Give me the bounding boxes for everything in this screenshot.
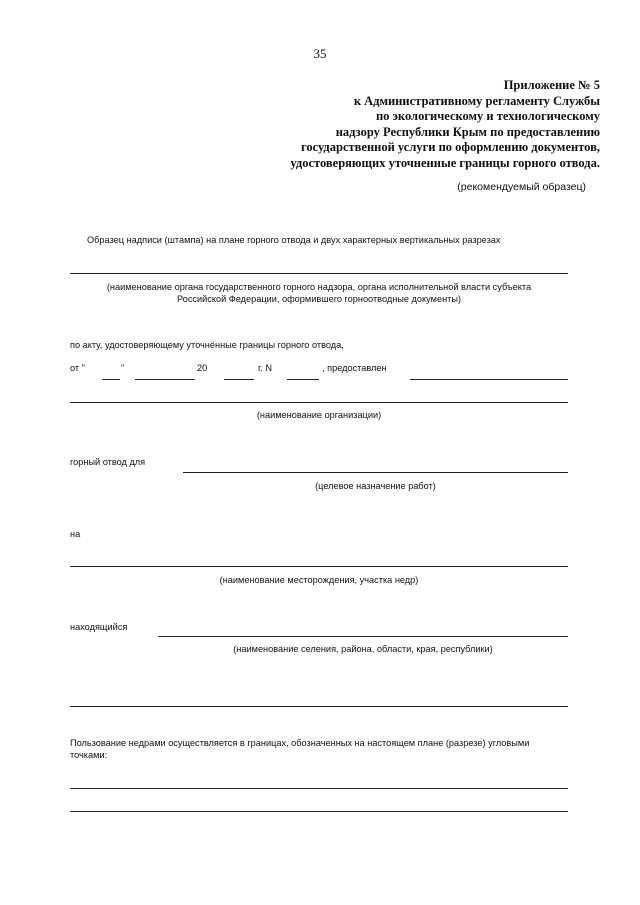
authority-caption-1: (наименование органа государственного горного надзора, органа исполнительной власти субъекта [106,282,532,292]
purpose-line [183,472,568,473]
from-label: от " [70,363,85,373]
location-caption: (наименование селения, района, области, края, республики) [233,644,493,654]
usage-text-line-2: точками: [70,750,108,760]
header-line-5: государственной услуги по оформлению документов, [300,140,600,155]
corner-points-line-1 [70,788,568,789]
month-line [135,379,195,380]
header-line-3: по экологическому и технологическому [375,109,600,124]
purpose-caption: (целевое назначение работ) [315,481,436,491]
provided-label: , предоставлен [322,363,387,373]
corner-points-line-2 [70,811,568,812]
appendix-header [290,78,600,172]
location-line [158,636,568,637]
allotment-label: горный отвод для [70,457,146,467]
day-line [102,379,120,380]
located-label: находящийся [70,622,128,632]
organization-line [70,402,568,403]
provided-to-line [410,379,568,380]
deposit-line [70,566,568,567]
header-line-1: Приложение № 5 [503,78,600,92]
location-continuation-line [70,706,568,707]
organization-caption: (наименование организации) [256,410,382,420]
form-title: Образец надписи (штампа) на плане горного отвода и двух характерных вертикальных разрезах [87,235,501,245]
header-line-4: надзору Республики Крым по предоставлению [335,124,600,139]
sample-note: (рекомендуемый образец) [457,181,586,193]
deposit-caption: (наименование месторождения, участка недр) [219,575,419,585]
on-label: на [70,529,81,539]
quote-close: " [121,363,125,373]
header-line-6: удостоверяющих уточненные границы горного отвода. [290,155,600,170]
usage-text-line-1: Пользование недрами осуществляется в границах, обозначенных на настоящем плане (разрезе) угловыми [70,738,530,748]
authority-line [70,273,568,274]
year-line [224,379,254,380]
number-label: г. N [258,363,272,373]
year-prefix: 20 [197,363,208,373]
act-text: по акту, удостоверяющему уточнённые границы горного отвода, [70,340,344,350]
number-line [287,379,319,380]
page-number: 35 [313,46,327,61]
authority-caption-2: Российской Федерации, оформившего горноотводные документы) [176,294,462,304]
header-line-2: к Административному регламенту Службы [353,93,600,108]
